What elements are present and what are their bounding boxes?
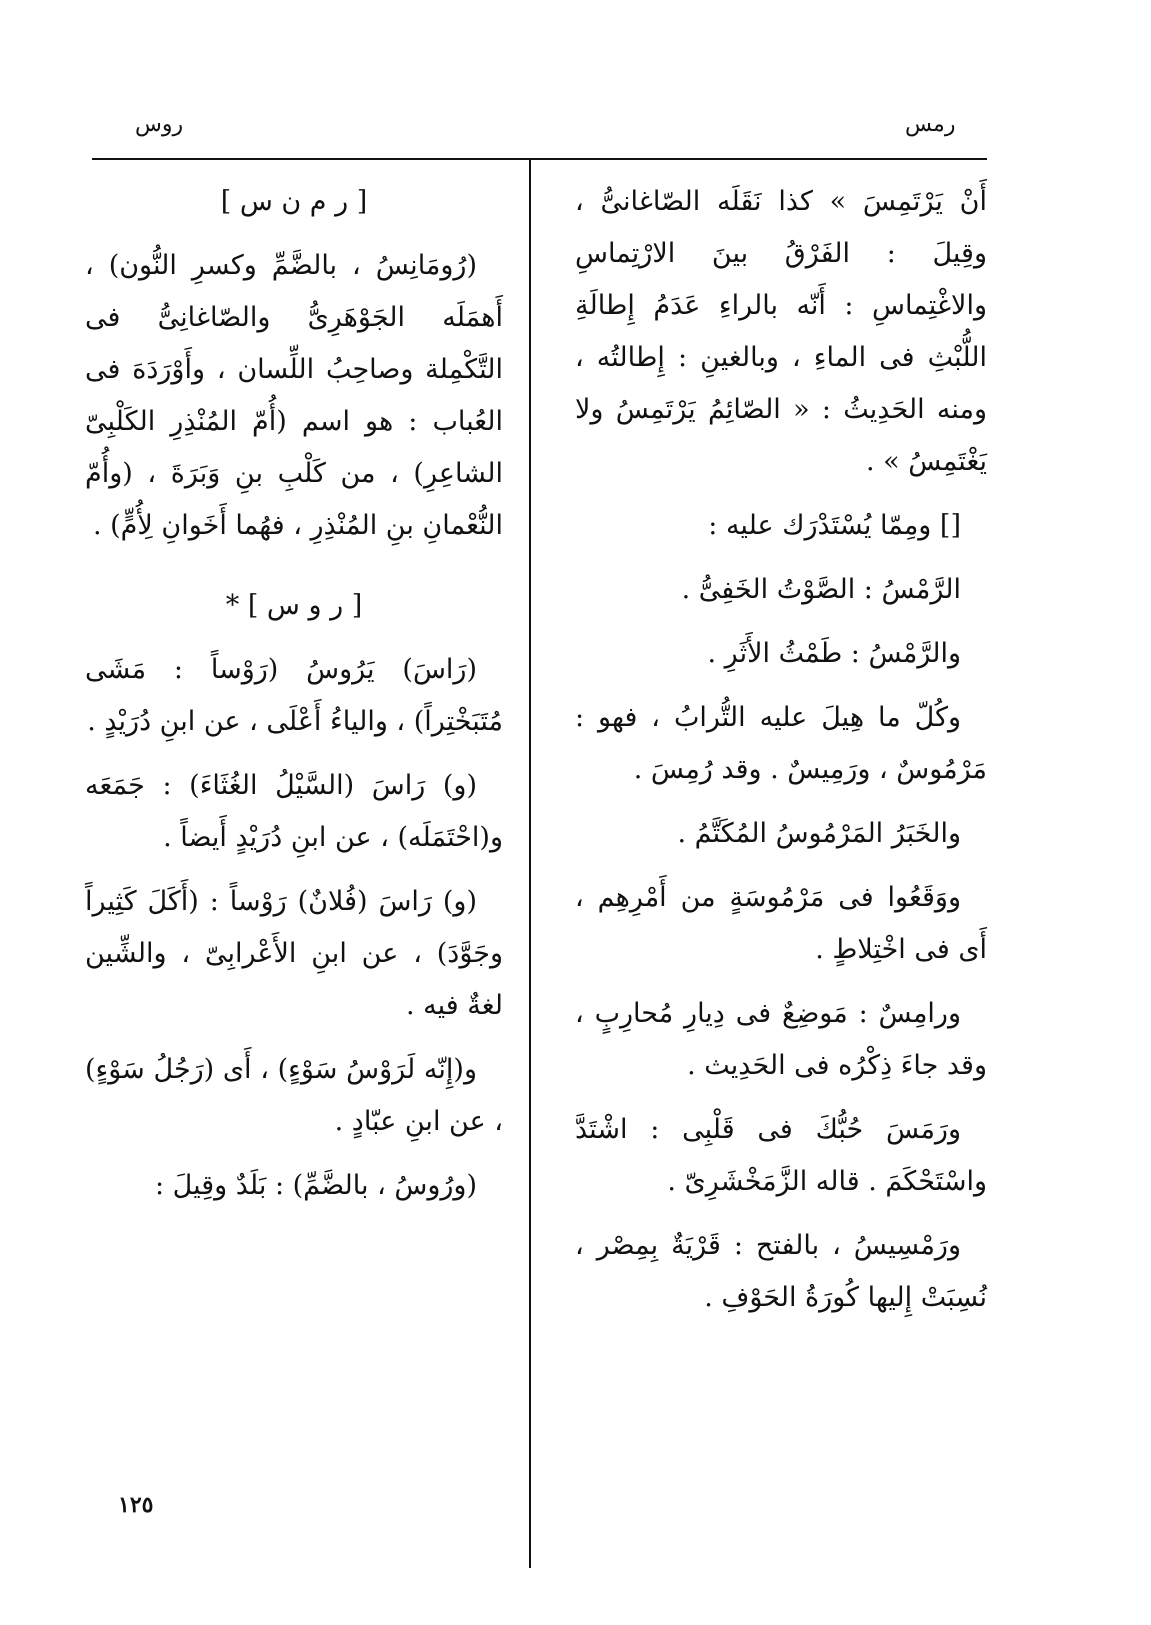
paragraph-ramis-place: ورامِسٌ : مَوضِعٌ فى دِيارِ مُحارِبٍ ، وقد جاءَ ذِكْرُه فى الحَدِيث . bbox=[575, 998, 987, 1081]
paragraph-rumanis: (رُومَانِسُ ، بالضَّمِّ وكسرِ النُّون) ، أَهمَلَه الجَوْهَرِىُّ والصّاغانِىُّ فى التَّكْمِلة وصاحِبُ اللِّسان ، وأَوْرَدَهَ فى العُباب : هو اسم (أُمّ المُنْذِرِ الكَلْبِىّ الشاعِرِ) ، من كَلْبِ بنِ وَبَرَةَ ، (وأُمّ النُّعْمانِ بنِ المُنْذِرِ ، فهُما أَخَوانِ لِأُمٍّ) . bbox=[85, 250, 503, 541]
entry-heading-rws: [ ر و س ] * bbox=[225, 590, 363, 621]
page-number: ١٢٥ bbox=[118, 1492, 154, 1518]
paragraph-khabar: والخَبَرُ المَرْمُوسُ المُكَتَّمُ . bbox=[677, 818, 961, 849]
paragraph-addendum-intro: [] ومِمّا يُسْتَدْرَك عليه : bbox=[708, 510, 961, 541]
paragraph-rus-country: (ورُوسُ ، بالضَّمِّ) : بَلَدٌ وقِيلَ : bbox=[154, 1170, 477, 1201]
running-header-left: روس bbox=[135, 112, 184, 137]
right-column bbox=[575, 176, 987, 1336]
paragraph-continuation: أَنْ يَرْتَمِسَ » كذا نَقَلَه الصّاغانىُّ ، وقِيلَ : الفَرْقُ بينَ الارْتِماسِ والاغْتِماسِ : أَنّه بالراءِ عَدَمُ إِطالَةِ اللُّبْثِ فى الماءِ ، وبالغينِ : إِطالتُه ، ومنه الحَدِيثُ : « الصّائِمُ يَرْتَمِسُ ولا يَغْتَمِسُ » . bbox=[575, 186, 987, 477]
paragraph-ramsu-trace: والرَّمْسُ : طَمْثُ الأَثَرِ . bbox=[707, 638, 961, 669]
left-column bbox=[85, 176, 503, 1224]
header-rule bbox=[92, 158, 987, 160]
paragraph-rasa-flood: (و) رَاسَ (السَّيْلُ الغُثَاءَ) : جَمَعَه و(احْتَمَلَه) ، عن ابنِ دُرَيْدٍ أَيضاً . bbox=[85, 770, 503, 853]
paragraph-rawsu-saw: و(إِنّه لَرَوْسُ سَوْءٍ) ، أَى (رَجُلُ سَوْءٍ) ، عن ابنِ عبّادٍ . bbox=[85, 1054, 503, 1137]
paragraph-ramsis-village: ورَمْسِيسُ ، بالفتح : قَرْيَةٌ بِمِصْر ، نُسِبَتْ إِليها كُورَةُ الحَوْفِ . bbox=[575, 1230, 987, 1313]
paragraph-ramsu-sound: الرَّمْسُ : الصَّوْتُ الخَفِىُّ . bbox=[681, 574, 961, 605]
paragraph-rasa-walk: (رَاسَ) يَرُوسُ (رَوْساً : مَشَى مُتَبَخْتِراً) ، والياءُ أَعْلَى ، عن ابنِ دُرَيْدٍ . bbox=[85, 654, 503, 737]
column-divider bbox=[529, 160, 531, 1568]
paragraph-marmusa: ووَقَعُوا فى مَرْمُوسَةٍ من أَمْرِهِم ، أَى فى اخْتِلاطٍ . bbox=[575, 882, 987, 965]
paragraph-ramasa-hubb: ورَمَسَ حُبُّكَ فى قَلْبِى : اشْتَدَّ واسْتَحْكَمَ . قاله الزَّمَخْشَرِىّ . bbox=[575, 1114, 987, 1197]
entry-heading-rmns: [ ر م ن س ] bbox=[220, 186, 368, 217]
paragraph-rasa-eat: (و) رَاسَ (فُلانٌ) رَوْساً : (أَكَلَ كَثِيراً وجَوَّدَ) ، عن ابنِ الأَعْرابِىّ ، والشِّين لغةٌ فيه . bbox=[85, 886, 503, 1021]
running-header-right: رمس bbox=[905, 112, 956, 137]
paragraph-marmus: وكُلّ ما هِيلَ عليه التُّرابُ ، فهو : مَرْمُوسٌ ، ورَمِيسٌ . وقد رُمِسَ . bbox=[575, 702, 987, 785]
